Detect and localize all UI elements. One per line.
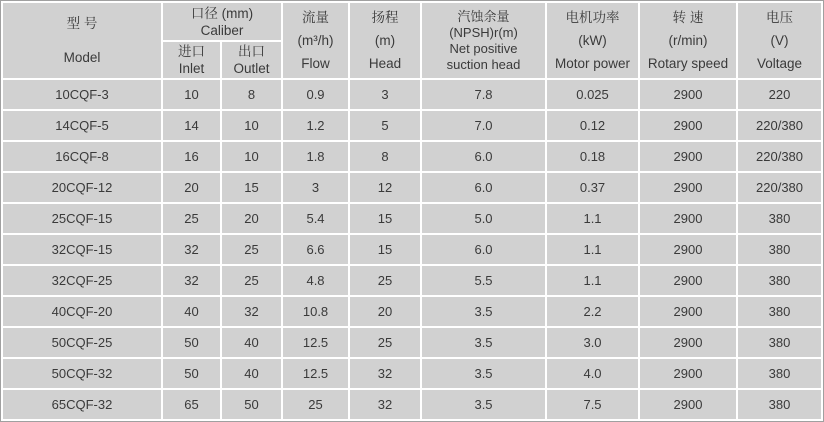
cell-inlet: 32 bbox=[163, 266, 220, 295]
table-row bbox=[3, 173, 821, 202]
cell-head: 5 bbox=[350, 111, 420, 140]
cell-motor-power: 1.1 bbox=[547, 204, 638, 233]
table-row bbox=[3, 80, 821, 109]
header-motor-en: Motor power bbox=[555, 56, 631, 71]
header-motor-unit: (kW) bbox=[578, 33, 607, 48]
cell-voltage: 220/380 bbox=[738, 173, 821, 202]
cell-motor-power: 1.1 bbox=[547, 235, 638, 264]
table-body bbox=[3, 80, 821, 419]
cell-outlet: 50 bbox=[222, 390, 281, 419]
cell-npsh: 6.0 bbox=[422, 235, 545, 264]
cell-flow: 12.5 bbox=[283, 328, 348, 357]
cell-inlet: 10 bbox=[163, 80, 220, 109]
table-row bbox=[3, 111, 821, 140]
header-voltage-en: Voltage bbox=[756, 56, 803, 71]
cell-flow: 10.8 bbox=[283, 297, 348, 326]
cell-flow: 6.6 bbox=[283, 235, 348, 264]
cell-npsh: 6.0 bbox=[422, 142, 545, 171]
cell-motor-power: 2.2 bbox=[547, 297, 638, 326]
cell-rotary-speed: 2900 bbox=[640, 111, 736, 140]
cell-rotary-speed: 2900 bbox=[640, 359, 736, 388]
cell-motor-power: 7.5 bbox=[547, 390, 638, 419]
header-head-zh: 扬程 bbox=[371, 10, 399, 25]
cell-model: 50CQF-32 bbox=[3, 359, 161, 388]
cell-flow: 4.8 bbox=[283, 266, 348, 295]
header-caliber-en: Caliber bbox=[200, 22, 244, 38]
cell-model: 25CQF-15 bbox=[3, 204, 161, 233]
cell-motor-power: 3.0 bbox=[547, 328, 638, 357]
cell-npsh: 5.0 bbox=[422, 204, 545, 233]
cell-rotary-speed: 2900 bbox=[640, 173, 736, 202]
table-row bbox=[3, 328, 821, 357]
cell-outlet: 10 bbox=[222, 142, 281, 171]
cell-rotary-speed: 2900 bbox=[640, 204, 736, 233]
cell-rotary-speed: 2900 bbox=[640, 142, 736, 171]
cell-model: 65CQF-32 bbox=[3, 390, 161, 419]
header-outlet-zh: 出口 bbox=[238, 44, 265, 59]
cell-inlet: 50 bbox=[163, 328, 220, 357]
cell-flow: 3 bbox=[283, 173, 348, 202]
cell-npsh: 3.5 bbox=[422, 328, 545, 357]
cell-flow: 1.8 bbox=[283, 142, 348, 171]
cell-head: 15 bbox=[350, 204, 420, 233]
cell-head: 8 bbox=[350, 142, 420, 171]
table-row bbox=[3, 297, 821, 326]
cell-flow: 5.4 bbox=[283, 204, 348, 233]
cell-head: 32 bbox=[350, 359, 420, 388]
cell-npsh: 6.0 bbox=[422, 173, 545, 202]
cell-head: 20 bbox=[350, 297, 420, 326]
header-flow-unit: (m³/h) bbox=[297, 33, 334, 48]
header-npsh-unit: (NPSH)r(m) bbox=[449, 24, 518, 40]
header-npsh-zh: 汽蚀余量 bbox=[457, 8, 510, 24]
cell-motor-power: 0.37 bbox=[547, 173, 638, 202]
cell-inlet: 40 bbox=[163, 297, 220, 326]
table-row bbox=[3, 390, 821, 419]
cell-model: 32CQF-25 bbox=[3, 266, 161, 295]
cell-inlet: 16 bbox=[163, 142, 220, 171]
cell-inlet: 65 bbox=[163, 390, 220, 419]
cell-head: 25 bbox=[350, 266, 420, 295]
table-row bbox=[3, 359, 821, 388]
cell-outlet: 25 bbox=[222, 266, 281, 295]
col-header-voltage bbox=[738, 3, 821, 78]
cell-motor-power: 0.025 bbox=[547, 80, 638, 109]
table-row bbox=[3, 204, 821, 233]
cell-rotary-speed: 2900 bbox=[640, 297, 736, 326]
col-header-motor-power bbox=[547, 3, 638, 78]
header-npsh-en-line1: Net positive bbox=[449, 40, 518, 56]
col-header-inlet bbox=[163, 42, 220, 78]
cell-motor-power: 0.12 bbox=[547, 111, 638, 140]
header-caliber-zh: 口径 (mm) bbox=[190, 5, 254, 21]
col-header-npsh bbox=[422, 3, 545, 78]
cell-inlet: 25 bbox=[163, 204, 220, 233]
header-npsh-en-line2: suction head bbox=[446, 56, 521, 72]
cell-motor-power: 4.0 bbox=[547, 359, 638, 388]
col-header-flow bbox=[283, 3, 348, 78]
table-row bbox=[3, 266, 821, 295]
header-model-zh: 型 号 bbox=[66, 16, 98, 31]
cell-model: 50CQF-25 bbox=[3, 328, 161, 357]
cell-npsh: 3.5 bbox=[422, 390, 545, 419]
header-inlet-en: Inlet bbox=[178, 61, 205, 76]
cell-npsh: 5.5 bbox=[422, 266, 545, 295]
cell-outlet: 10 bbox=[222, 111, 281, 140]
header-flow-en: Flow bbox=[301, 56, 330, 71]
col-header-outlet bbox=[222, 42, 281, 78]
cell-motor-power: 1.1 bbox=[547, 266, 638, 295]
cell-flow: 12.5 bbox=[283, 359, 348, 388]
cell-voltage: 380 bbox=[738, 204, 821, 233]
header-voltage-zh: 电压 bbox=[766, 10, 794, 25]
header-outlet-en: Outlet bbox=[233, 61, 270, 76]
cell-head: 15 bbox=[350, 235, 420, 264]
cell-outlet: 40 bbox=[222, 359, 281, 388]
cell-voltage: 220 bbox=[738, 80, 821, 109]
cell-voltage: 380 bbox=[738, 266, 821, 295]
cell-voltage: 380 bbox=[738, 390, 821, 419]
cell-voltage: 220/380 bbox=[738, 111, 821, 140]
cell-outlet: 8 bbox=[222, 80, 281, 109]
cell-npsh: 3.5 bbox=[422, 359, 545, 388]
cell-voltage: 380 bbox=[738, 235, 821, 264]
cell-outlet: 25 bbox=[222, 235, 281, 264]
table-row bbox=[3, 235, 821, 264]
cell-flow: 0.9 bbox=[283, 80, 348, 109]
cell-inlet: 20 bbox=[163, 173, 220, 202]
cell-outlet: 40 bbox=[222, 328, 281, 357]
header-head-en: Head bbox=[368, 56, 402, 71]
cell-model: 14CQF-5 bbox=[3, 111, 161, 140]
header-rotary-en: Rotary speed bbox=[647, 56, 729, 71]
header-voltage-unit: (V) bbox=[770, 33, 789, 48]
cell-head: 3 bbox=[350, 80, 420, 109]
cell-head: 32 bbox=[350, 390, 420, 419]
cell-outlet: 32 bbox=[222, 297, 281, 326]
cell-inlet: 14 bbox=[163, 111, 220, 140]
header-model-en: Model bbox=[63, 50, 101, 65]
cell-rotary-speed: 2900 bbox=[640, 80, 736, 109]
cell-model: 16CQF-8 bbox=[3, 142, 161, 171]
cell-rotary-speed: 2900 bbox=[640, 235, 736, 264]
header-rotary-unit: (r/min) bbox=[668, 33, 708, 48]
cell-model: 32CQF-15 bbox=[3, 235, 161, 264]
col-header-rotary-speed bbox=[640, 3, 736, 78]
cell-head: 25 bbox=[350, 328, 420, 357]
cell-voltage: 380 bbox=[738, 297, 821, 326]
cell-npsh: 7.8 bbox=[422, 80, 545, 109]
col-header-model bbox=[3, 3, 161, 78]
cell-head: 12 bbox=[350, 173, 420, 202]
cell-voltage: 220/380 bbox=[738, 142, 821, 171]
cell-motor-power: 0.18 bbox=[547, 142, 638, 171]
cell-voltage: 380 bbox=[738, 328, 821, 357]
cell-outlet: 15 bbox=[222, 173, 281, 202]
col-header-head bbox=[350, 3, 420, 78]
cell-npsh: 7.0 bbox=[422, 111, 545, 140]
cell-model: 10CQF-3 bbox=[3, 80, 161, 109]
cell-model: 20CQF-12 bbox=[3, 173, 161, 202]
table-header bbox=[3, 3, 821, 78]
col-header-caliber bbox=[163, 3, 281, 40]
cell-rotary-speed: 2900 bbox=[640, 266, 736, 295]
header-inlet-zh: 进口 bbox=[178, 44, 205, 59]
cell-inlet: 50 bbox=[163, 359, 220, 388]
cell-model: 40CQF-20 bbox=[3, 297, 161, 326]
cell-rotary-speed: 2900 bbox=[640, 328, 736, 357]
cell-flow: 25 bbox=[283, 390, 348, 419]
header-rotary-zh: 转 速 bbox=[672, 10, 704, 25]
header-motor-zh: 电机功率 bbox=[565, 10, 620, 25]
cell-rotary-speed: 2900 bbox=[640, 390, 736, 419]
cell-voltage: 380 bbox=[738, 359, 821, 388]
cell-inlet: 32 bbox=[163, 235, 220, 264]
cell-flow: 1.2 bbox=[283, 111, 348, 140]
header-flow-zh: 流量 bbox=[302, 10, 330, 25]
cell-outlet: 20 bbox=[222, 204, 281, 233]
header-head-unit: (m) bbox=[374, 33, 396, 48]
table-row bbox=[3, 142, 821, 171]
cell-npsh: 3.5 bbox=[422, 297, 545, 326]
